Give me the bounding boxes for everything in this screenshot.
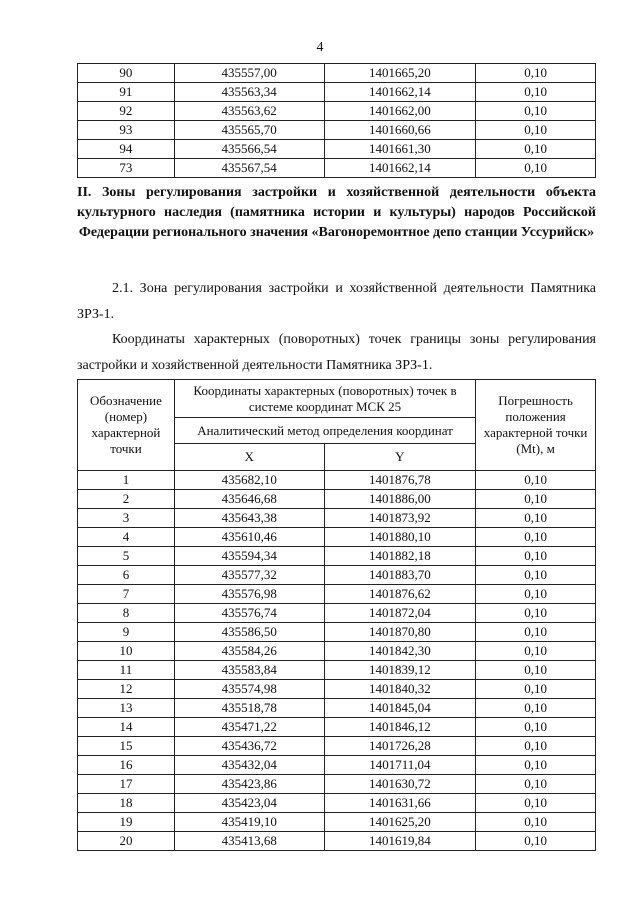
table-row bbox=[78, 794, 596, 813]
y-coordinate-cell: 1401711,04 bbox=[324, 756, 476, 775]
accuracy-cell: 0,10 bbox=[476, 642, 596, 661]
x-coordinate-cell: 435583,84 bbox=[174, 661, 324, 680]
accuracy-cell: 0,10 bbox=[476, 585, 596, 604]
accuracy-cell: 0,10 bbox=[476, 159, 596, 178]
x-coordinate-cell: 435565,70 bbox=[174, 121, 324, 140]
accuracy-cell: 0,10 bbox=[476, 680, 596, 699]
table-row bbox=[78, 832, 596, 851]
table-row bbox=[78, 585, 596, 604]
x-coordinate-cell: 435577,32 bbox=[174, 566, 324, 585]
zrz1-coordinates-table bbox=[77, 379, 596, 851]
top-table-body bbox=[78, 64, 596, 178]
page-number: 4 bbox=[316, 40, 324, 55]
table-row bbox=[78, 490, 596, 509]
point-number-cell: 5 bbox=[78, 547, 175, 566]
x-coordinate-cell: 435518,78 bbox=[174, 699, 324, 718]
y-coordinate-cell: 1401883,70 bbox=[324, 566, 476, 585]
y-coordinate-cell: 1401662,00 bbox=[324, 102, 476, 121]
table-row bbox=[78, 604, 596, 623]
point-number-cell: 15 bbox=[78, 737, 175, 756]
y-coordinate-cell: 1401880,10 bbox=[324, 528, 476, 547]
point-number-cell: 4 bbox=[78, 528, 175, 547]
y-coordinate-cell: 1401840,32 bbox=[324, 680, 476, 699]
x-coordinate-cell: 435643,38 bbox=[174, 509, 324, 528]
y-coordinate-cell: 1401665,20 bbox=[324, 64, 476, 83]
accuracy-cell: 0,10 bbox=[476, 83, 596, 102]
y-coordinate-cell: 1401631,66 bbox=[324, 794, 476, 813]
y-coordinate-cell: 1401870,80 bbox=[324, 623, 476, 642]
x-coordinate-cell: 435646,68 bbox=[174, 490, 324, 509]
header-x: X bbox=[174, 444, 324, 471]
table-row bbox=[78, 623, 596, 642]
accuracy-cell: 0,10 bbox=[476, 832, 596, 851]
point-number-cell: 91 bbox=[78, 83, 175, 102]
y-coordinate-cell: 1401662,14 bbox=[324, 83, 476, 102]
table-row bbox=[78, 121, 596, 140]
accuracy-cell: 0,10 bbox=[476, 64, 596, 83]
x-coordinate-cell: 435586,50 bbox=[174, 623, 324, 642]
point-number-cell: 73 bbox=[78, 159, 175, 178]
point-number-cell: 93 bbox=[78, 121, 175, 140]
subsection-paragraph: 2.1. Зона регулирования застройки и хозяйственной деятельности Памятника ЗРЗ-1. bbox=[77, 281, 596, 322]
x-coordinate-cell: 435436,72 bbox=[174, 737, 324, 756]
point-number-cell: 94 bbox=[78, 140, 175, 159]
point-number-cell: 13 bbox=[78, 699, 175, 718]
header-accuracy: Погрешность положения характерной точки (Mt), м bbox=[476, 380, 596, 471]
x-coordinate-cell: 435576,74 bbox=[174, 604, 324, 623]
point-number-cell: 6 bbox=[78, 566, 175, 585]
accuracy-cell: 0,10 bbox=[476, 566, 596, 585]
y-coordinate-cell: 1401661,30 bbox=[324, 140, 476, 159]
x-coordinate-cell: 435432,04 bbox=[174, 756, 324, 775]
y-coordinate-cell: 1401630,72 bbox=[324, 775, 476, 794]
y-coordinate-cell: 1401846,12 bbox=[324, 718, 476, 737]
x-coordinate-cell: 435423,86 bbox=[174, 775, 324, 794]
point-number-cell: 16 bbox=[78, 756, 175, 775]
y-coordinate-cell: 1401876,62 bbox=[324, 585, 476, 604]
table-row bbox=[78, 737, 596, 756]
y-coordinate-cell: 1401619,84 bbox=[324, 832, 476, 851]
point-number-cell: 14 bbox=[78, 718, 175, 737]
point-number-cell: 19 bbox=[78, 813, 175, 832]
point-number-cell: 2 bbox=[78, 490, 175, 509]
table-row bbox=[78, 83, 596, 102]
accuracy-cell: 0,10 bbox=[476, 604, 596, 623]
coordinates-intro-paragraph: Координаты характерных (поворотных) точек границы зоны регулирования застройки и хозяйственной деятельности Памятника ЗРЗ-1. bbox=[77, 332, 596, 373]
table-row bbox=[78, 64, 596, 83]
main-table-body bbox=[78, 471, 596, 851]
x-coordinate-cell: 435566,54 bbox=[174, 140, 324, 159]
accuracy-cell: 0,10 bbox=[476, 699, 596, 718]
y-coordinate-cell: 1401662,14 bbox=[324, 159, 476, 178]
table-row bbox=[78, 756, 596, 775]
section-heading: II. Зоны регулирования застройки и хозяйственной деятельности объекта культурного наследия (памятника истории и культуры) народов Российской Федерации регионального значения «Вагоноремонтное депо станции Уссурийск» bbox=[77, 185, 596, 240]
accuracy-cell: 0,10 bbox=[476, 490, 596, 509]
table-row bbox=[78, 718, 596, 737]
x-coordinate-cell: 435610,46 bbox=[174, 528, 324, 547]
table-row bbox=[78, 528, 596, 547]
accuracy-cell: 0,10 bbox=[476, 140, 596, 159]
accuracy-cell: 0,10 bbox=[476, 813, 596, 832]
y-coordinate-cell: 1401839,12 bbox=[324, 661, 476, 680]
accuracy-cell: 0,10 bbox=[476, 794, 596, 813]
point-number-cell: 8 bbox=[78, 604, 175, 623]
x-coordinate-cell: 435594,34 bbox=[174, 547, 324, 566]
table-row bbox=[78, 699, 596, 718]
accuracy-cell: 0,10 bbox=[476, 102, 596, 121]
table-row bbox=[78, 547, 596, 566]
x-coordinate-cell: 435567,54 bbox=[174, 159, 324, 178]
header-y: Y bbox=[324, 444, 476, 471]
table-row bbox=[78, 509, 596, 528]
point-number-cell: 20 bbox=[78, 832, 175, 851]
accuracy-cell: 0,10 bbox=[476, 756, 596, 775]
x-coordinate-cell: 435423,04 bbox=[174, 794, 324, 813]
point-number-cell: 17 bbox=[78, 775, 175, 794]
table-row bbox=[78, 775, 596, 794]
point-number-cell: 1 bbox=[78, 471, 175, 490]
table-row bbox=[78, 661, 596, 680]
header-designation: Обозначение (номер) характерной точки bbox=[78, 380, 175, 471]
top-coordinates-table bbox=[77, 63, 596, 178]
x-coordinate-cell: 435574,98 bbox=[174, 680, 324, 699]
table-row bbox=[78, 102, 596, 121]
table-row bbox=[78, 140, 596, 159]
x-coordinate-cell: 435576,98 bbox=[174, 585, 324, 604]
y-coordinate-cell: 1401873,92 bbox=[324, 509, 476, 528]
x-coordinate-cell: 435419,10 bbox=[174, 813, 324, 832]
x-coordinate-cell: 435413,68 bbox=[174, 832, 324, 851]
y-coordinate-cell: 1401882,18 bbox=[324, 547, 476, 566]
x-coordinate-cell: 435471,22 bbox=[174, 718, 324, 737]
table-row bbox=[78, 813, 596, 832]
point-number-cell: 12 bbox=[78, 680, 175, 699]
x-coordinate-cell: 435682,10 bbox=[174, 471, 324, 490]
accuracy-cell: 0,10 bbox=[476, 775, 596, 794]
y-coordinate-cell: 1401726,28 bbox=[324, 737, 476, 756]
y-coordinate-cell: 1401842,30 bbox=[324, 642, 476, 661]
table-row bbox=[78, 566, 596, 585]
y-coordinate-cell: 1401845,04 bbox=[324, 699, 476, 718]
accuracy-cell: 0,10 bbox=[476, 737, 596, 756]
accuracy-cell: 0,10 bbox=[476, 121, 596, 140]
accuracy-cell: 0,10 bbox=[476, 471, 596, 490]
table-row bbox=[78, 159, 596, 178]
x-coordinate-cell: 435563,62 bbox=[174, 102, 324, 121]
y-coordinate-cell: 1401886,00 bbox=[324, 490, 476, 509]
x-coordinate-cell: 435563,34 bbox=[174, 83, 324, 102]
accuracy-cell: 0,10 bbox=[476, 661, 596, 680]
table-row bbox=[78, 680, 596, 699]
header-coordinates: Координаты характерных (поворотных) точек в системе координат МСК 25 bbox=[174, 380, 475, 418]
point-number-cell: 90 bbox=[78, 64, 175, 83]
accuracy-cell: 0,10 bbox=[476, 528, 596, 547]
header-method: Аналитический метод определения координат bbox=[174, 418, 475, 444]
accuracy-cell: 0,10 bbox=[476, 623, 596, 642]
point-number-cell: 18 bbox=[78, 794, 175, 813]
y-coordinate-cell: 1401625,20 bbox=[324, 813, 476, 832]
point-number-cell: 7 bbox=[78, 585, 175, 604]
point-number-cell: 10 bbox=[78, 642, 175, 661]
accuracy-cell: 0,10 bbox=[476, 547, 596, 566]
y-coordinate-cell: 1401660,66 bbox=[324, 121, 476, 140]
point-number-cell: 92 bbox=[78, 102, 175, 121]
x-coordinate-cell: 435584,26 bbox=[174, 642, 324, 661]
point-number-cell: 9 bbox=[78, 623, 175, 642]
y-coordinate-cell: 1401876,78 bbox=[324, 471, 476, 490]
accuracy-cell: 0,10 bbox=[476, 718, 596, 737]
x-coordinate-cell: 435557,00 bbox=[174, 64, 324, 83]
point-number-cell: 3 bbox=[78, 509, 175, 528]
y-coordinate-cell: 1401872,04 bbox=[324, 604, 476, 623]
table-row bbox=[78, 642, 596, 661]
point-number-cell: 11 bbox=[78, 661, 175, 680]
accuracy-cell: 0,10 bbox=[476, 509, 596, 528]
table-row bbox=[78, 471, 596, 490]
